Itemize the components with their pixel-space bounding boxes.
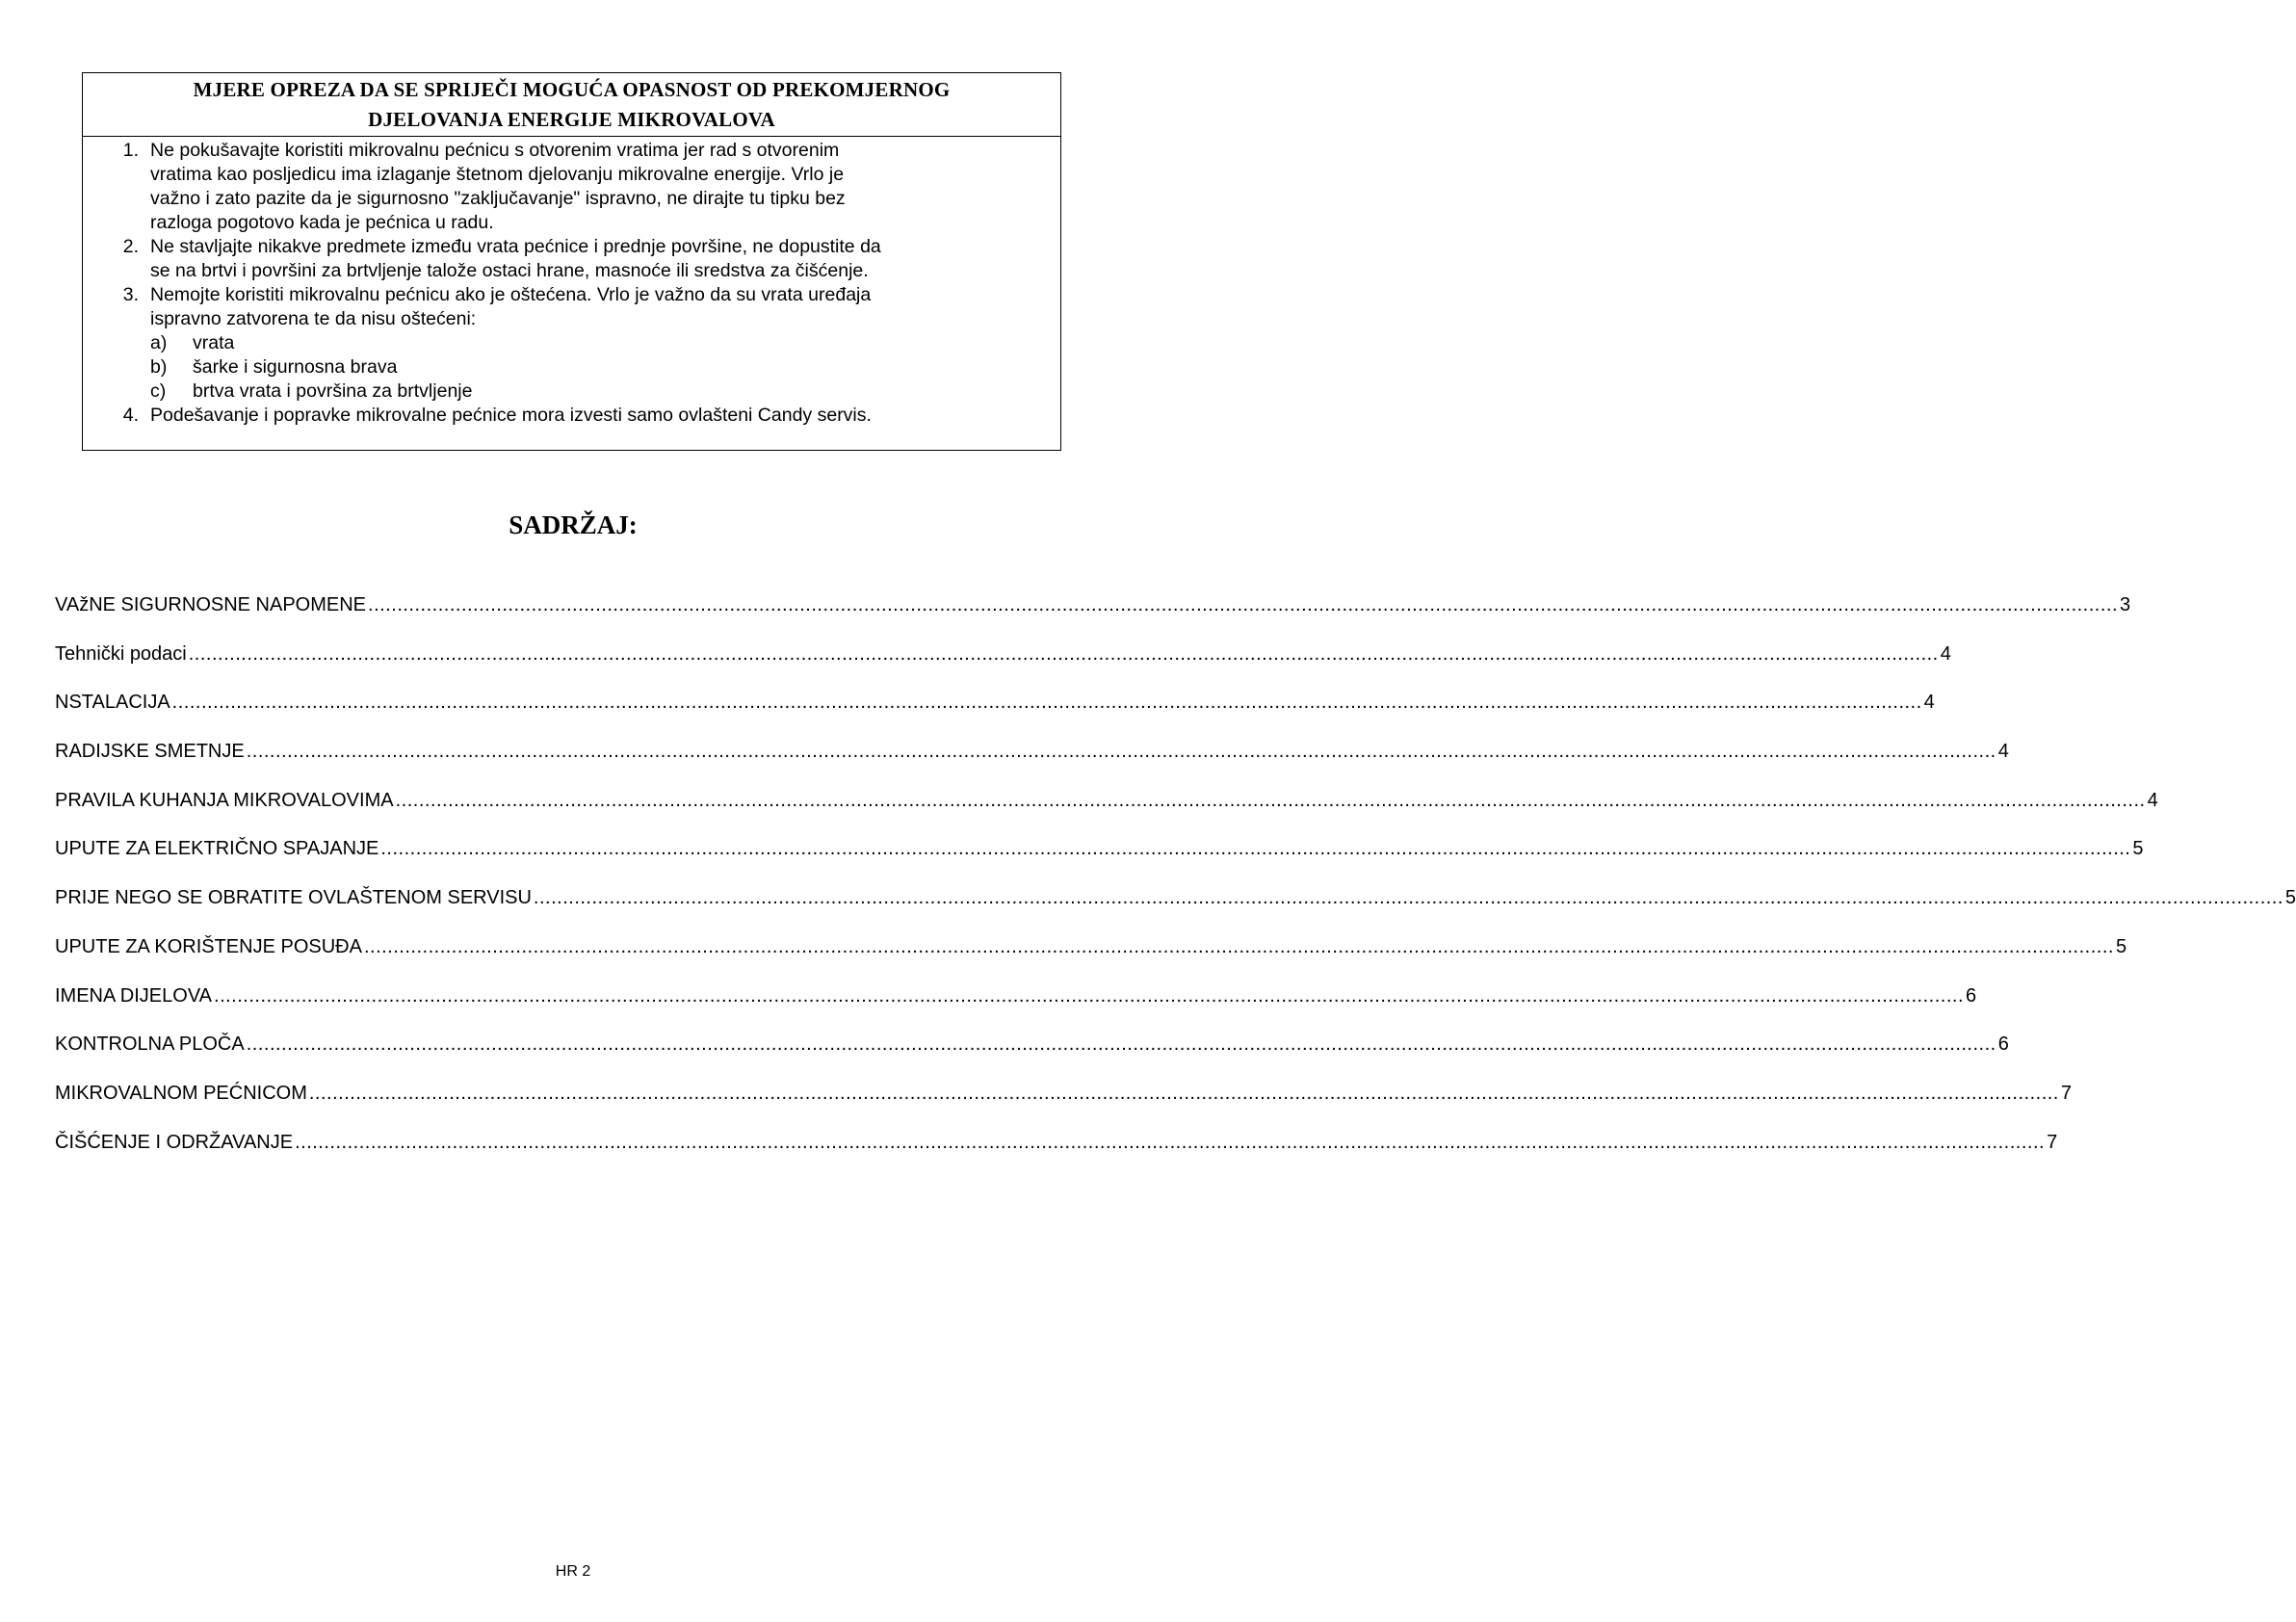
toc-entry-page: 6 — [1997, 1033, 2009, 1056]
warning-item-line: Ne pokušavajte koristiti mikrovalnu pećnicu s otvorenim vratima jer rad s otvorenim — [150, 140, 840, 161]
toc-entry-label: KONTROLNA PLOČA — [55, 1033, 245, 1056]
toc-entry[interactable] — [55, 838, 2144, 887]
toc-leader-dots: ............................................................................................................................................................................................................................................................................................................ — [295, 1131, 2046, 1153]
toc-entry-label: ČIŠĆENJE I ODRŽAVANJE — [55, 1131, 294, 1153]
toc-entry-page: 5 — [2284, 887, 2296, 909]
toc-entry-page: 4 — [1923, 692, 1935, 714]
toc-leader-dots: ............................................................................................................................................................................................................................................................................................................ — [380, 838, 2131, 860]
warning-subitem — [150, 331, 1003, 355]
toc-entry[interactable] — [55, 692, 1935, 741]
toc-entry-page: 4 — [1997, 741, 2009, 763]
toc-entry-page: 5 — [2115, 935, 2127, 957]
warning-box — [82, 72, 1061, 451]
toc-entry-label: MIKROVALNOM PEĆNICOM — [55, 1082, 307, 1104]
toc-entry[interactable] — [55, 887, 2296, 936]
warning-item-line: vratima kao posljedicu ima izlaganje štetnom djelovanju mikrovalne energije. Vrlo je — [150, 164, 845, 185]
warning-item-line: razloga pogotovo kada je pećnica u radu. — [150, 212, 494, 233]
warning-item — [83, 404, 1060, 428]
toc-entry-label: PRAVILA KUHANJA MIKROVALOVIMA — [55, 789, 394, 811]
warning-item-number: 3. — [122, 284, 139, 305]
toc-leader-dots: ............................................................................................................................................................................................................................................................................................................ — [368, 594, 2119, 615]
toc-entry[interactable] — [55, 984, 1977, 1034]
warning-list — [83, 137, 1060, 428]
warning-item-line: se na brtvi i površini za brtvljenje talože ostaci hrane, masnoće ili sredstva za čišćenje. — [150, 260, 869, 281]
warning-item-line: ispravno zatvorena te da nisu oštećeni: — [150, 308, 477, 329]
warning-item-line: Ne stavljajte nikakve predmete između vrata pećnice i prednje površine, ne dopustite da — [150, 236, 881, 257]
toc-leader-dots: ............................................................................................................................................................................................................................................................................................................ — [246, 1033, 1996, 1056]
toc-entry-label: PRIJE NEGO SE OBRATITE OVLAŠTENOM SERVISU — [55, 887, 532, 909]
toc-entry-label: NSTALACIJA — [55, 692, 170, 714]
warning-item-line: važno i zato pazite da je sigurnosno "zaključavanje" ispravno, ne dirajte tu tipku bez — [150, 188, 846, 209]
warning-item-line: Nemojte koristiti mikrovalnu pećnicu ako je oštećena. Vrlo je važno da su vrata uređaja — [150, 284, 872, 305]
warning-subitem-text: vrata — [193, 332, 235, 353]
warning-item-number: 1. — [122, 140, 139, 161]
toc-entry[interactable] — [55, 1082, 2072, 1132]
toc-entry[interactable] — [55, 789, 2158, 839]
table-of-contents — [55, 594, 2296, 1180]
warning-item — [83, 283, 1060, 404]
warning-item-number: 4. — [122, 405, 139, 426]
toc-entry[interactable] — [55, 741, 2009, 790]
toc-entry[interactable] — [55, 594, 2131, 643]
toc-leader-dots: ............................................................................................................................................................................................................................................................................................................ — [533, 887, 2283, 909]
warning-subitem-letter: c) — [150, 380, 167, 402]
toc-entry-page: 6 — [1966, 984, 1977, 1007]
toc-entry-page: 4 — [1940, 642, 1951, 665]
toc-entry-page: 7 — [2060, 1082, 2072, 1104]
toc-entry-page: 4 — [2147, 789, 2158, 811]
warning-subitem-text: brtva vrata i površina za brtvljenje — [193, 380, 473, 402]
warning-item-number: 2. — [122, 236, 139, 257]
toc-leader-dots: ............................................................................................................................................................................................................................................................................................................ — [188, 642, 1939, 665]
toc-entry[interactable] — [55, 642, 1951, 693]
toc-entry-page: 7 — [2047, 1131, 2058, 1153]
toc-entry-label: Tehnički podaci — [55, 642, 187, 665]
warning-item-line: Podešavanje i popravke mikrovalne pećnice mora izvesti samo ovlašteni Candy servis. — [150, 405, 872, 426]
toc-entry-label: IMENA DIJELOVA — [55, 984, 213, 1007]
warning-item — [83, 139, 1060, 235]
toc-entry[interactable] — [55, 935, 2127, 985]
toc-entry[interactable] — [55, 1131, 2058, 1181]
toc-leader-dots: ............................................................................................................................................................................................................................................................................................................ — [171, 692, 1922, 714]
toc-entry-page: 3 — [2120, 594, 2131, 615]
toc-entry-label: UPUTE ZA ELEKTRIČNO SPAJANJE — [55, 838, 379, 860]
toc-leader-dots: ............................................................................................................................................................................................................................................................................................................ — [246, 741, 1996, 763]
toc-entry-label: UPUTE ZA KORIŠTENJE POSUĐA — [55, 935, 362, 957]
warning-subitem-text: šarke i sigurnosna brava — [193, 356, 398, 378]
warning-title-line-2: DJELOVANJA ENERGIJE MIKROVALOVA — [368, 108, 775, 131]
toc-title: SADRŽAJ: — [509, 510, 638, 539]
page-number: HR 2 — [555, 1563, 591, 1580]
warning-title-line-1: MJERE OPREZA DA SE SPRIJEČI MOGUĆA OPASNOST OD PREKOMJERNOG — [193, 78, 951, 101]
toc-entry-label: RADIJSKE SMETNJE — [55, 741, 245, 763]
toc-leader-dots: ............................................................................................................................................................................................................................................................................................................ — [395, 789, 2146, 811]
warning-title — [83, 73, 1060, 137]
warning-item — [83, 235, 1060, 283]
warning-subitem — [150, 355, 1003, 379]
toc-leader-dots: ............................................................................................................................................................................................................................................................................................................ — [363, 935, 2114, 957]
warning-subitem-letter: b) — [150, 356, 168, 378]
warning-subitem — [150, 379, 1003, 404]
toc-leader-dots: ............................................................................................................................................................................................................................................................................................................ — [308, 1082, 2059, 1104]
toc-entry-page: 5 — [2132, 838, 2144, 860]
toc-entry[interactable] — [55, 1033, 2009, 1083]
warning-subitem-letter: a) — [150, 332, 168, 353]
toc-entry-label: VAžNE SIGURNOSNE NAPOMENE — [55, 594, 367, 615]
toc-leader-dots: ............................................................................................................................................................................................................................................................................................................ — [214, 984, 1965, 1007]
